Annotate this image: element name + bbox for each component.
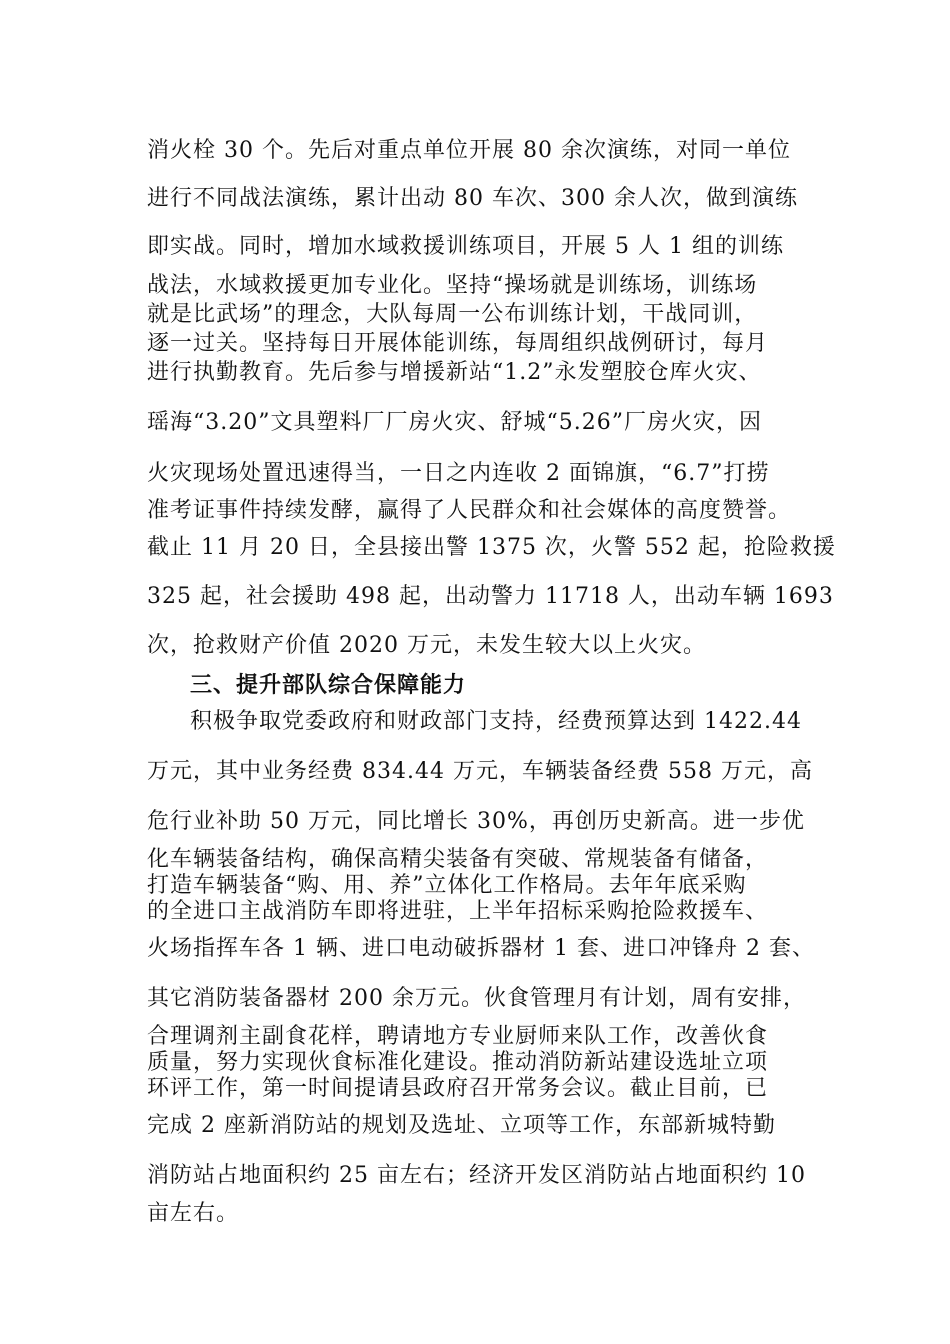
- paragraph-line: 万元，其中业务经费 834.44 万元，车辆装备经费 558 万元，高: [147, 759, 813, 784]
- paragraph-line: 进行不同战法演练，累计出动 80 车次、300 余人次，做到演练: [147, 186, 798, 211]
- paragraph-line: 其它消防装备器材 200 余万元。伙食管理月有计划，周有安排，: [147, 986, 806, 1011]
- paragraph-line: 截止 11 月 20 日，全县接出警 1375 次，火警 552 起，抢险救援: [147, 535, 836, 560]
- paragraph-line: 战法，水域救援更加专业化。坚持“操场就是训练场，训练场: [147, 273, 758, 298]
- paragraph-line: 合理调剂主副食花样，聘请地方专业厨师来队工作，改善伙食: [147, 1024, 769, 1049]
- paragraph-line: 化车辆装备结构，确保高精尖装备有突破、常规装备有储备，: [147, 847, 769, 872]
- paragraph-line: 325 起，社会援助 498 起，出动警力 11718 人，出动车辆 1693: [147, 584, 834, 609]
- paragraph-line: 瑶海“3.20”文具塑料厂厂房火灾、舒城“5.26”厂房火灾，因: [147, 410, 762, 435]
- paragraph-line: 质量，努力实现伙食标准化建设。推动消防新站建设选址立项: [147, 1050, 769, 1075]
- section-heading: 三、提升部队综合保障能力: [190, 673, 467, 698]
- paragraph-line: 亩左右。: [147, 1201, 240, 1226]
- paragraph-line: 火场指挥车各 1 辆、进口电动破拆器材 1 套、进口冲锋舟 2 套、: [147, 936, 815, 961]
- paragraph-line: 的全进口主战消防车即将进驻，上半年招标采购抢险救援车、: [147, 899, 769, 924]
- paragraph-line: 完成 2 座新消防站的规划及选址、立项等工作，东部新城特勤: [147, 1113, 776, 1138]
- paragraph-line: 消防站占地面积约 25 亩左右；经济开发区消防站占地面积约 10: [147, 1163, 806, 1188]
- paragraph-line: 消火栓 30 个。先后对重点单位开展 80 余次演练，对同一单位: [147, 138, 791, 163]
- paragraph-line: 次，抢救财产价值 2020 万元，未发生较大以上火灾。: [147, 633, 706, 658]
- paragraph-line: 进行执勤教育。先后参与增援新站“1.2”永发塑胶仓库火灾、: [147, 360, 762, 385]
- paragraph-line: 即实战。同时，增加水域救援训练项目，开展 5 人 1 组的训练: [147, 234, 784, 259]
- paragraph-line: 环评工作，第一时间提请县政府召开常务会议。截止目前，已: [147, 1076, 769, 1101]
- paragraph-line: 就是比武场”的理念，大队每周一公布训练计划，干战同训，: [147, 302, 758, 327]
- paragraph-line: 准考证事件持续发酵，赢得了人民群众和社会媒体的高度赞誉。: [147, 498, 792, 523]
- paragraph-line: 危行业补助 50 万元，同比增长 30%，再创历史新高。进一步优: [147, 809, 805, 834]
- paragraph-line: 逐一过关。坚持每日开展体能训练，每周组织战例研讨，每月: [147, 331, 769, 356]
- paragraph-line: 打造车辆装备“购、用、养”立体化工作格局。去年年底采购: [147, 873, 747, 898]
- paragraph-line: 积极争取党委政府和财政部门支持，经费预算达到 1422.44: [190, 709, 802, 734]
- paragraph-line: 火灾现场处置迅速得当，一日之内连收 2 面锦旗，“6.7”打捞: [147, 461, 770, 486]
